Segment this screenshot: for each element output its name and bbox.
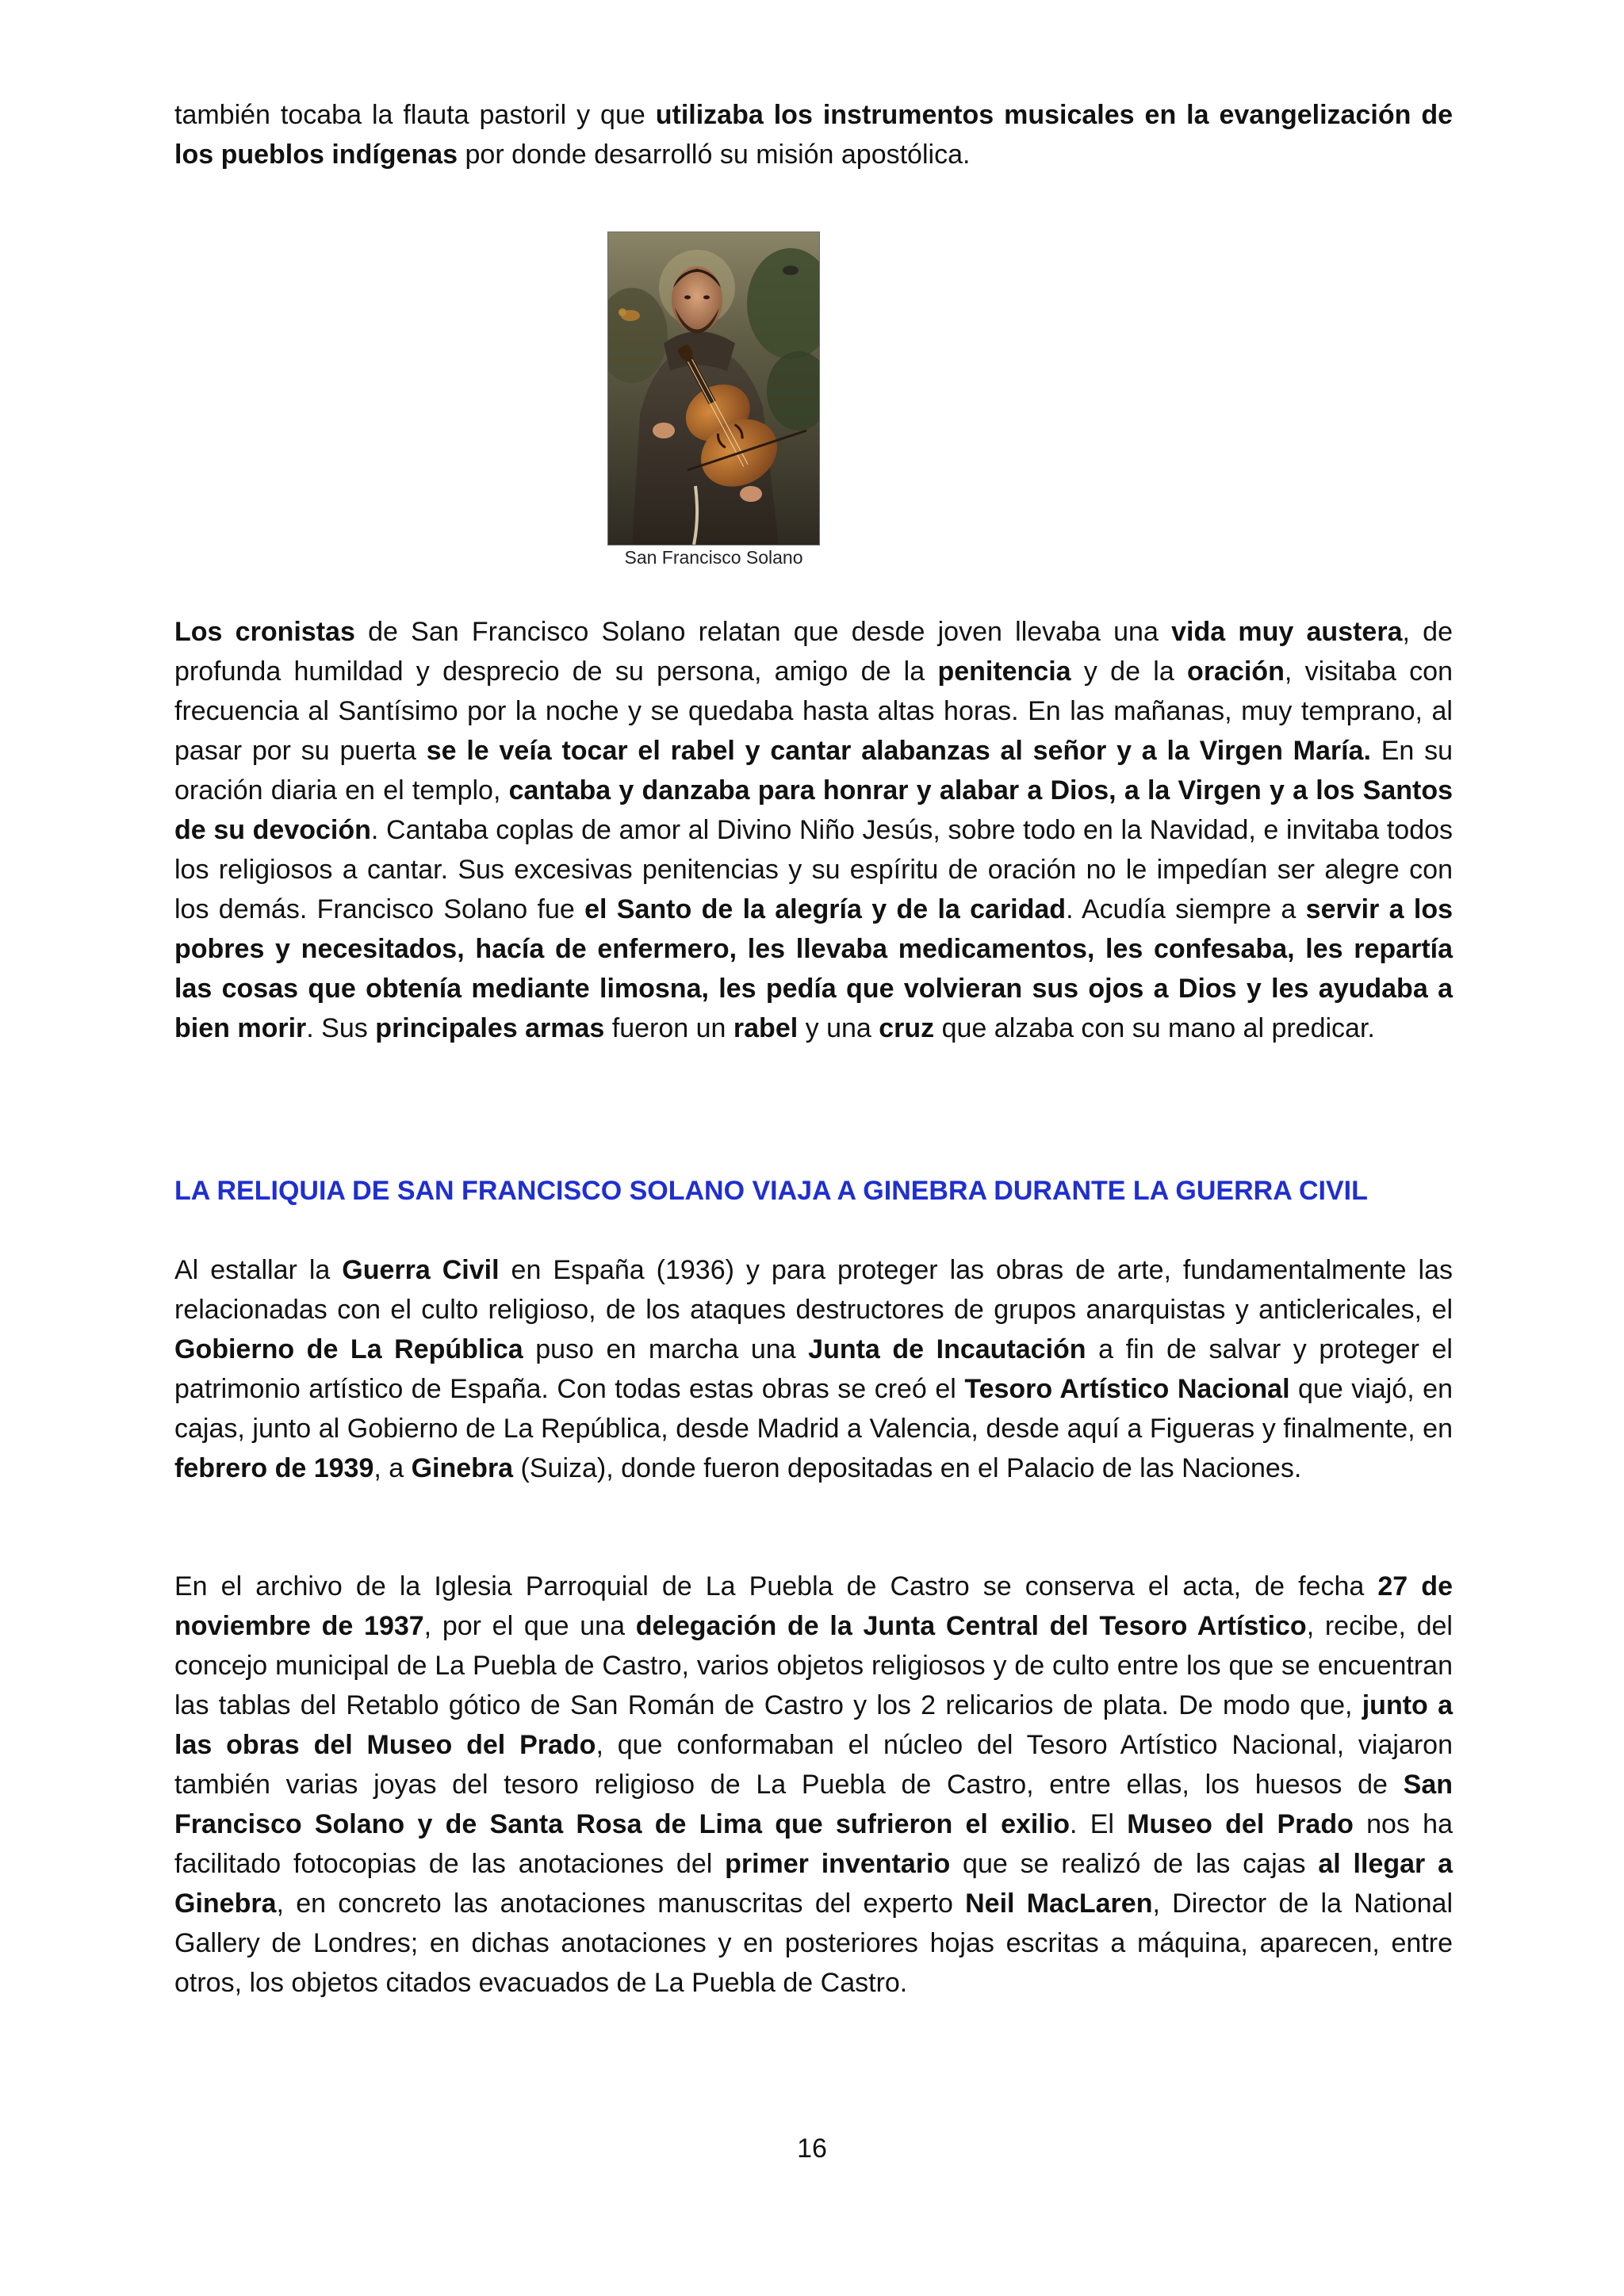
text-segment: . Cantaba coplas de amor al Divino Niño Jesús, sobre todo en la Navidad, e invitaba todos los religiosos a cantar. Sus excesivas penitencias y su espíritu de oración no le impedían ser alegre con los demás. Francisco Solano fue (174, 815, 1454, 924)
bold-text-segment: servir a los pobres y necesitados, hacía de enfermero, les llevaba medicamentos, les confesaba, les repartía las cosas que obtenía mediante limosna, les pedía que volvieran sus ojos a Dios y les ayudaba a bien morir (174, 894, 1453, 1043)
archivo-paragraph (174, 1567, 1453, 2003)
guerra-civil-paragraph (174, 1250, 1453, 1488)
text-segment: Al estallar la (174, 1255, 343, 1285)
text-segment: . Sus (306, 1013, 376, 1043)
bold-text-segment: San Francisco Solano y de Santa Rosa de Lima que sufrieron el exilio (174, 1770, 1453, 1839)
text-segment: (Suiza), donde fueron depositadas en el Palacio de las Naciones. (513, 1453, 1302, 1483)
bold-text-segment: Neil MacLaren (965, 1888, 1153, 1919)
bold-text-segment: Junta de Incautación (808, 1334, 1086, 1364)
bold-text-segment: el Santo de la alegría y de la caridad (584, 894, 1067, 924)
text-segment: que viajó, en cajas, junto al Gobierno de La República, desde Madrid a Valencia, desde aquí a Figueras y finalmente, en (174, 1374, 1453, 1444)
bold-text-segment: Los cronistas (174, 617, 355, 647)
bold-text-segment: cruz (879, 1013, 935, 1043)
figure-caption: San Francisco Solano (624, 547, 803, 568)
text-segment: . Acudía siempre a (1066, 894, 1306, 924)
bold-text-segment: delegación de la Junta Central del Tesoro Artístico (635, 1611, 1307, 1641)
bold-text-segment: penitencia (937, 656, 1071, 687)
text-segment: , por el que una (423, 1611, 636, 1641)
page-number: 16 (797, 2133, 827, 2164)
bold-text-segment: Ginebra (411, 1453, 514, 1483)
bold-text-segment: se le veía tocar el rabel y cantar alabanzas al señor y a la Virgen María. (426, 736, 1371, 766)
text-segment: y de la (1071, 656, 1188, 687)
text-segment: En el archivo de la Iglesia Parroquial de La Puebla de Castro se conserva el acta, de fecha (174, 1571, 1378, 1601)
bold-text-segment: Gobierno de La República (174, 1334, 523, 1364)
bold-text-segment: febrero de 1939 (174, 1453, 374, 1483)
text-segment: que se realizó de las cajas (950, 1849, 1319, 1879)
bold-text-segment: Guerra Civil (342, 1255, 500, 1285)
bold-text-segment: 27 de noviembre de 1937 (174, 1571, 1453, 1641)
text-segment: , a (373, 1453, 412, 1483)
text-segment: de San Francisco Solano relatan que desde joven llevaba una (354, 617, 1172, 647)
text-segment: , visitaba con frecuencia al Santísimo por la noche y se quedaba hasta altas horas. En las mañanas, muy temprano, al pasar por su puerta (174, 656, 1453, 766)
text-segment: nos ha facilitado fotocopias de las anotaciones del (174, 1809, 1453, 1879)
text-segment: En su oración diaria en el templo, (174, 736, 1454, 806)
text-segment: por donde desarrolló su misión apostólica. (458, 140, 971, 170)
text-segment: , recibe, del concejo municipal de La Puebla de Castro, varios objetos religiosos y de culto entre los que se encuentran las tablas del Retablo gótico de San Román de Castro y los 2 relicarios de plata. De modo que, (174, 1611, 1453, 1720)
text-segment: a fin de salvar y proteger el patrimonio artístico de España. Con todas estas obras se creó el (174, 1334, 1453, 1404)
text-segment: , en concreto las anotaciones manuscritas del experto (276, 1888, 966, 1919)
bold-text-segment: rabel (733, 1013, 799, 1043)
bold-text-segment: cantaba y danzaba para honrar y alabar a Dios, a la Virgen y a los Santos de su devoción (174, 775, 1453, 845)
text-segment: en España (1936) y para proteger las obras de arte, fundamentalmente las relacionadas con el culto religioso, de los ataques destructores de grupos anarquistas y anticlericales, el (174, 1255, 1453, 1325)
text-segment: , que conformaban el núcleo del Tesoro Artístico Nacional, viajaron también varias joyas del tesoro religioso de La Puebla de Castro, entre ellas, los huesos de (174, 1730, 1453, 1800)
text-segment: fueron un (604, 1013, 733, 1043)
bold-text-segment: Museo del Prado (1127, 1809, 1354, 1839)
text-segment: , Director de la National Gallery de Londres; en dichas anotaciones y en posteriores hojas escritas a máquina, aparecen, entre otros, los objetos citados evacuados de La Puebla de Castro. (174, 1888, 1453, 1998)
text-segment: puso en marcha una (523, 1334, 809, 1364)
text-segment: . El (1070, 1809, 1128, 1839)
bold-text-segment: primer inventario (725, 1849, 951, 1879)
bold-text-segment: al llegar a Ginebra (174, 1849, 1453, 1919)
section-heading: LA RELIQUIA DE SAN FRANCISCO SOLANO VIAJA A GINEBRA DURANTE LA GUERRA CIVIL (174, 1176, 1368, 1206)
saint-painting-image (607, 232, 820, 545)
bold-text-segment: principales armas (375, 1013, 605, 1043)
bold-text-segment: oración (1187, 656, 1285, 687)
cronistas-paragraph (174, 612, 1453, 1048)
text-segment: que alzaba con su mano al predicar. (934, 1013, 1375, 1043)
text-segment: también tocaba la flauta pastoril y que (174, 100, 656, 130)
bold-text-segment: Tesoro Artístico Nacional (964, 1374, 1290, 1404)
bold-text-segment: utilizaba los instrumentos musicales en la evangelización de los pueblos indígenas (174, 100, 1453, 170)
text-segment: , de profunda humildad y desprecio de su persona, amigo de la (174, 617, 1454, 687)
bold-text-segment: junto a las obras del Museo del Prado (174, 1690, 1453, 1760)
bold-text-segment: vida muy austera (1171, 617, 1403, 647)
text-segment: y una (798, 1013, 879, 1043)
intro-paragraph (174, 95, 1453, 174)
